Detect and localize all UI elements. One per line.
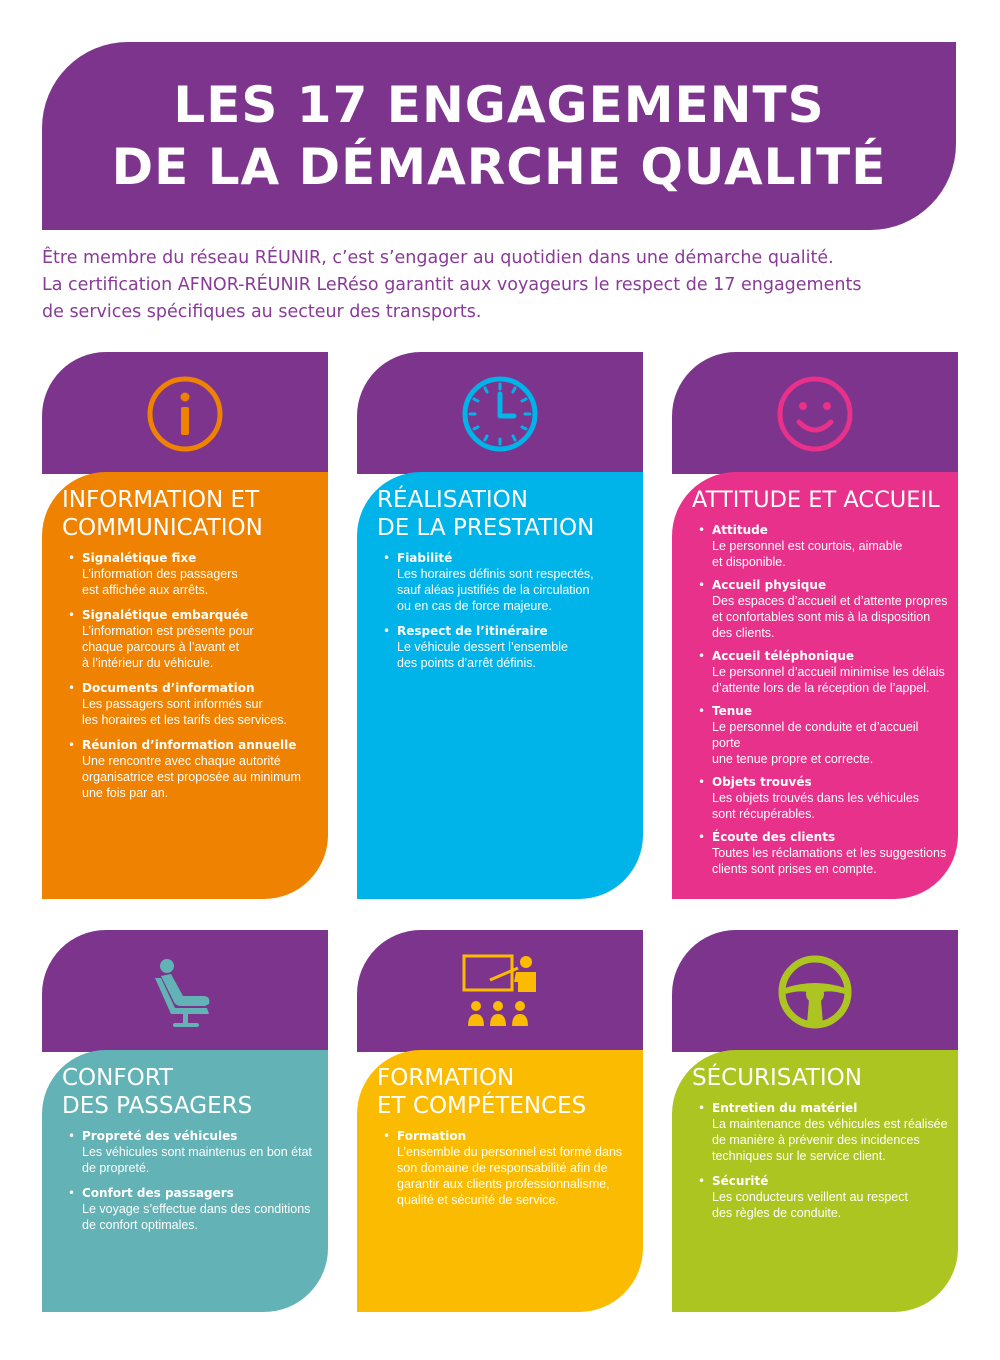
- card-header: [42, 930, 328, 1052]
- list-item: • Respect de l’itinéraire Le véhicule dessert l’ensemble des points d’arrêt définis.: [377, 623, 633, 671]
- card-header: [672, 930, 958, 1052]
- card-body: [672, 1050, 958, 1312]
- engagement-list: [377, 550, 633, 671]
- list-item: • Signalétique embarquée L’information est présente pour chaque parcours à l’avant et à l’intérieur du véhicule.: [62, 607, 318, 671]
- list-item: • Confort des passagers Le voyage s’effectue dans des conditions de confort optimales.: [62, 1185, 318, 1233]
- engagement-list: [62, 1128, 318, 1233]
- seat-icon: [145, 952, 225, 1032]
- list-item: • Attitude Le personnel est courtois, aimable et disponible.: [692, 522, 948, 570]
- page-title: [112, 74, 887, 198]
- card-body: [357, 1050, 643, 1312]
- engagement-list: [692, 522, 948, 877]
- list-item: • Fiabilité Les horaires définis sont respectés, sauf aléas justifiés de la circulation ou en cas de force majeure.: [377, 550, 633, 614]
- clock-icon: [460, 374, 540, 454]
- list-item: • Documents d’information Les passagers sont informés sur les horaires et les tarifs des services.: [62, 680, 318, 728]
- list-item: • Accueil physique Des espaces d’accueil et d’attente propres et confortables sont mis à la disposition des clients.: [692, 577, 948, 641]
- card-title: ATTITUDE ET ACCUEIL: [692, 487, 940, 513]
- info-icon: [145, 374, 225, 454]
- card-header: [357, 352, 643, 474]
- training-icon: [460, 952, 540, 1032]
- smiley-icon: [775, 374, 855, 454]
- list-item: • Propreté des véhicules Les véhicules sont maintenus en bon état de propreté.: [62, 1128, 318, 1176]
- list-item: • Objets trouvés Les objets trouvés dans les véhicules sont récupérables.: [692, 774, 948, 822]
- list-item: • Réunion d’information annuelle Une rencontre avec chaque autorité organisatrice est proposée au minimum une fois par an.: [62, 737, 318, 801]
- card-title: CONFORT DES PASSAGERS: [62, 1065, 253, 1119]
- card-title: RÉALISATION DE LA PRESTATION: [377, 487, 595, 541]
- engagement-list: [692, 1100, 948, 1221]
- list-item: • Tenue Le personnel de conduite et d’accueil porte une tenue propre et correcte.: [692, 703, 948, 767]
- card-body: [672, 472, 958, 899]
- card-header: [672, 352, 958, 474]
- card-header: [42, 352, 328, 474]
- steering-wheel-icon: [775, 952, 855, 1032]
- intro-line-3: de services spécifiques au secteur des transports.: [42, 302, 482, 322]
- page-title-line-1: LES 17 ENGAGEMENTS: [173, 76, 825, 134]
- list-item: • Écoute des clients Toutes les réclamations et les suggestions clients sont prises en compte.: [692, 829, 948, 877]
- card-title: FORMATION ET COMPÉTENCES: [377, 1065, 587, 1119]
- list-item: • Entretien du matériel La maintenance des véhicules est réalisée de manière à prévenir des incidences techniques sur le service client.: [692, 1100, 948, 1164]
- engagement-list: [377, 1128, 633, 1208]
- list-item: • Sécurité Les conducteurs veillent au respect des règles de conduite.: [692, 1173, 948, 1221]
- header-banner: [42, 42, 956, 230]
- card-body: [42, 472, 328, 899]
- card-title: SÉCURISATION: [692, 1065, 862, 1091]
- list-item: • Accueil téléphonique Le personnel d’accueil minimise les délais d’attente lors de la réception de l’appel.: [692, 648, 948, 696]
- page-title-line-2: DE LA DÉMARCHE QUALITÉ: [111, 138, 887, 196]
- engagement-list: [62, 550, 318, 801]
- card-body: [357, 472, 643, 899]
- intro-text: [42, 245, 962, 326]
- intro-line-2: La certification AFNOR-RÉUNIR LeRéso garantit aux voyageurs le respect de 17 engagements: [42, 275, 862, 295]
- card-header: [357, 930, 643, 1052]
- list-item: • Signalétique fixe L’information des passagers est affichée aux arrêts.: [62, 550, 318, 598]
- card-body: [42, 1050, 328, 1312]
- intro-line-1: Être membre du réseau RÉUNIR, c’est s’engager au quotidien dans une démarche qualité.: [42, 248, 834, 268]
- list-item: • Formation L’ensemble du personnel est formé dans son domaine de responsabilité afin de garantir aux clients professionnalisme, qualité et sécurité de service.: [377, 1128, 633, 1208]
- card-title: INFORMATION ET COMMUNICATION: [62, 487, 263, 541]
